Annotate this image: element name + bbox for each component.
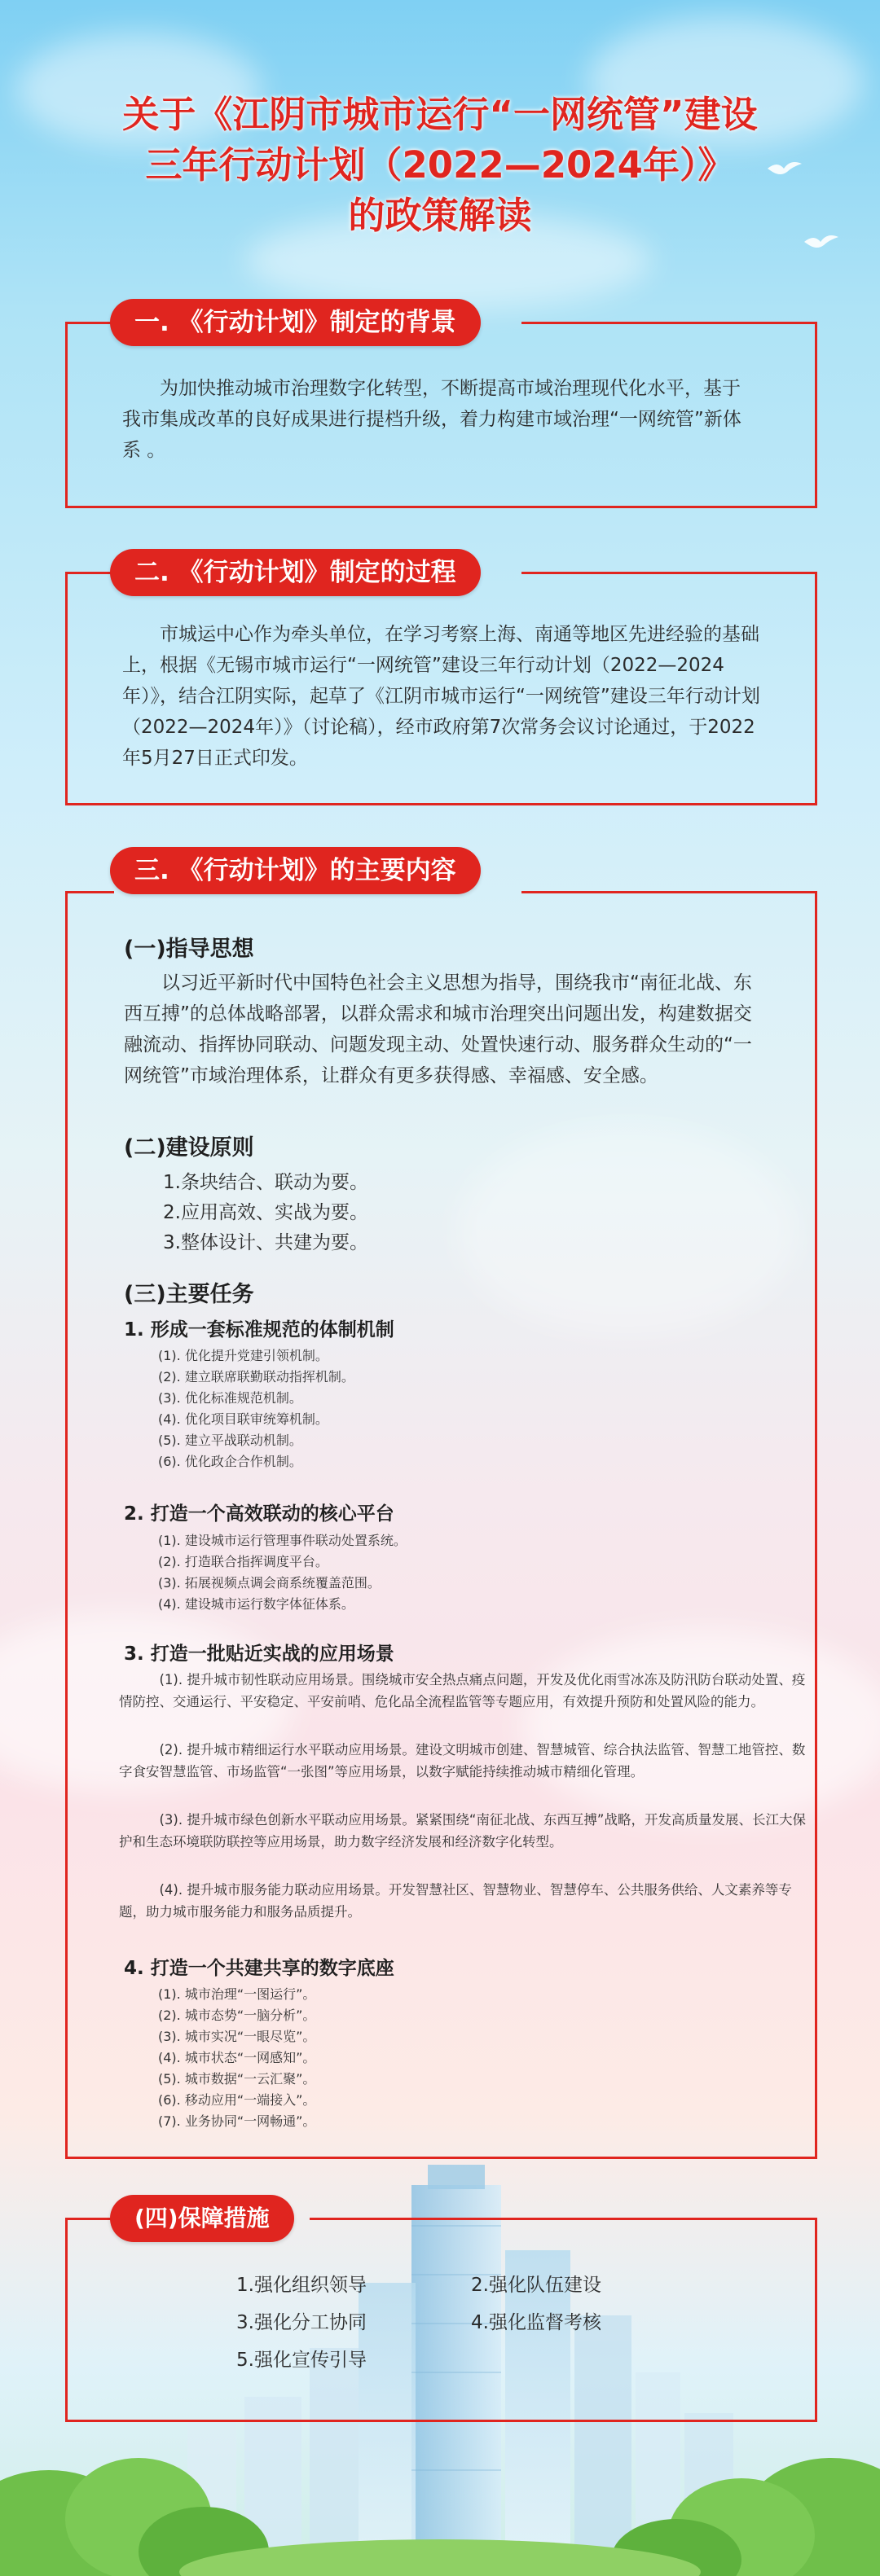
section-2-text: 市城运中心作为牵头单位，在学习考察上海、南通等地区先进经验的基础上，根据《无锡市城市运行“一网统管”建设三年行动计划（2022—2024年）》，结合江阴实际，起草了《江阴市城市运行“一网统管”建设三年行动计划（2022—2024年）》（讨论稿），经市政府第7次常务会议讨论通过，于2022年5月27日正式印发。	[122, 624, 760, 769]
title-line-2: 三年行动计划（2022—2024年）》	[145, 143, 735, 187]
list-item: (5). 城市数据“一云汇聚”。	[158, 2071, 316, 2087]
safeguard-item: 1.强化组织领导	[236, 2275, 367, 2296]
guide-heading: (一)指导思想	[124, 937, 254, 962]
task-2-list	[158, 1530, 407, 1615]
list-item: (4). 优化项目联审统筹机制。	[158, 1411, 328, 1427]
task-4-heading: 4. 打造一个共建共享的数字底座	[124, 1958, 394, 1979]
title-line-3: 的政策解读	[348, 194, 532, 237]
list-item: (2). 城市态势“一脑分析”。	[158, 2008, 316, 2023]
safeguard-item: 2.强化队伍建设	[471, 2275, 601, 2296]
task-3-item: (2). 提升城市精细运行水平联动应用场景。建设文明城市创建、智慧城管、综合执法监管、智慧工地管控、数字食安智慧监管、市场监管“一张图”等应用场景，以数字赋能持续推动城市精细化管理。	[119, 1742, 806, 1780]
task-2-heading: 2. 打造一个高效联动的核心平台	[124, 1503, 394, 1525]
principle-item: 1.条块结合、联动为要。	[163, 1172, 368, 1193]
list-item: (1). 城市治理“一图运行”。	[158, 1986, 316, 2002]
task-4-list	[158, 1984, 315, 2132]
list-item: (4). 建设城市运行数字体征体系。	[158, 1596, 354, 1612]
section-1-text: 为加快推动城市治理数字化转型，不断提高市域治理现代化水平，基于我市集成改革的良好成果进行提档升级，着力构建市域治理“一网统管”新体系 。	[122, 378, 741, 461]
list-item: (4). 城市状态“一网感知”。	[158, 2050, 316, 2065]
task-3-item: (3). 提升城市绿色创新水平联动应用场景。紧紧围绕“南征北战、东西互搏”战略，开发高质量发展、长江大保护和生态环境联防联控等应用场景，助力数字经济发展和经济数字化转型。	[119, 1812, 806, 1850]
title-line-1: 关于《江阴市城市运行“一网统管”建设	[122, 93, 758, 136]
principle-item: 3.整体设计、共建为要。	[163, 1232, 368, 1253]
list-item: (1). 建设城市运行管理事件联动处置系统。	[158, 1533, 407, 1548]
list-item: (2). 建立联席联勤联动指挥机制。	[158, 1369, 354, 1385]
task-1-list	[158, 1345, 354, 1472]
list-item: (1). 优化提升党建引领机制。	[158, 1348, 328, 1363]
section-2-heading: 二. 《行动计划》制定的过程	[110, 549, 481, 596]
principle-heading: (二)建设原则	[124, 1135, 254, 1161]
section-1-heading: 一. 《行动计划》制定的背景	[110, 299, 481, 346]
tasks-heading: (三)主要任务	[124, 1282, 254, 1307]
list-item: (3). 拓展视频点调会商系统覆盖范围。	[158, 1575, 381, 1591]
page-title	[0, 90, 880, 241]
safeguard-item: 4.强化监督考核	[471, 2312, 601, 2333]
task-3-item: (4). 提升城市服务能力联动应用场景。开发智慧社区、智慧物业、智慧停车、公共服务供给、人文素养等专题，助力城市服务能力和服务品质提升。	[119, 1882, 792, 1920]
list-item: (2). 打造联合指挥调度平台。	[158, 1554, 328, 1569]
section-4-heading: (四)保障措施	[110, 2195, 294, 2242]
list-item: (7). 业务协同“一网畅通”。	[158, 2113, 316, 2129]
list-item: (3). 城市实况“一眼尽览”。	[158, 2029, 316, 2044]
safeguard-item: 5.强化宣传引导	[236, 2350, 367, 2371]
guide-text: 以习近平新时代中国特色社会主义思想为指导，围绕我市“南征北战、东西互搏”的总体战略部署，以群众需求和城市治理突出问题出发，构建数据交融流动、指挥协同联动、问题发现主动、处置快速行动、服务群众生动的“一网统管”市域治理体系，让群众有更多获得感、幸福感、安全感。	[124, 972, 752, 1086]
principle-item: 2.应用高效、实战为要。	[163, 1202, 368, 1223]
section-4-frame	[65, 2218, 817, 2422]
list-item: (6). 优化政企合作机制。	[158, 1454, 302, 1469]
task-3-item: (1). 提升城市韧性联动应用场景。围绕城市安全热点痛点问题，开发及优化雨雪冰冻及防汛防台联动处置、疫情防控、交通运行、平安稳定、平安前哨、危化品全流程监管等专题应用，有效提升预防和处置风险的能力。	[119, 1672, 806, 1709]
list-item: (3). 优化标准规范机制。	[158, 1390, 302, 1406]
list-item: (6). 移动应用“一端接入”。	[158, 2092, 316, 2108]
section-3-heading: 三. 《行动计划》的主要内容	[110, 847, 481, 894]
task-1-heading: 1. 形成一套标准规范的体制机制	[124, 1319, 394, 1341]
safeguard-item: 3.强化分工协同	[236, 2312, 367, 2333]
task-3-heading: 3. 打造一批贴近实战的应用场景	[124, 1643, 394, 1665]
list-item: (5). 建立平战联动机制。	[158, 1433, 302, 1448]
